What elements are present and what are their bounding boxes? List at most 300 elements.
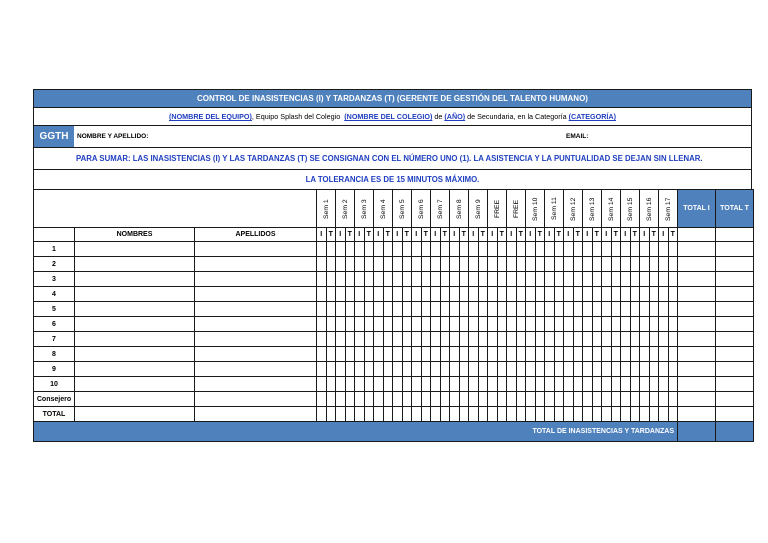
entry-cell[interactable] (497, 317, 507, 332)
entry-cell[interactable] (507, 287, 517, 302)
entry-cell[interactable] (507, 242, 517, 257)
entry-cell[interactable] (431, 377, 441, 392)
entry-cell[interactable] (345, 287, 355, 302)
entry-cell[interactable] (678, 392, 716, 407)
entry-cell[interactable] (630, 242, 640, 257)
name-cell[interactable] (75, 362, 195, 377)
entry-cell[interactable] (678, 332, 716, 347)
surname-cell[interactable] (195, 377, 317, 392)
entry-cell[interactable] (526, 317, 536, 332)
entry-cell[interactable] (716, 242, 754, 257)
entry-cell[interactable] (507, 377, 517, 392)
entry-cell[interactable] (535, 377, 545, 392)
entry-cell[interactable] (659, 257, 669, 272)
entry-cell[interactable] (412, 362, 422, 377)
entry-cell[interactable] (640, 392, 650, 407)
entry-cell[interactable] (355, 317, 365, 332)
entry-cell[interactable] (630, 272, 640, 287)
entry-cell[interactable] (716, 407, 754, 422)
entry-cell[interactable] (507, 302, 517, 317)
name-cell[interactable] (75, 257, 195, 272)
entry-cell[interactable] (459, 392, 469, 407)
entry-cell[interactable] (450, 302, 460, 317)
entry-cell[interactable] (383, 347, 393, 362)
entry-cell[interactable] (478, 302, 488, 317)
entry-cell[interactable] (516, 362, 526, 377)
entry-cell[interactable] (535, 302, 545, 317)
entry-cell[interactable] (326, 377, 336, 392)
entry-cell[interactable] (326, 407, 336, 422)
entry-cell[interactable] (659, 362, 669, 377)
entry-cell[interactable] (583, 347, 593, 362)
entry-cell[interactable] (478, 257, 488, 272)
entry-cell[interactable] (592, 272, 602, 287)
entry-cell[interactable] (317, 347, 327, 362)
entry-cell[interactable] (716, 272, 754, 287)
name-field-label[interactable]: NOMBRE Y APELLIDO: (77, 133, 149, 140)
entry-cell[interactable] (649, 302, 659, 317)
entry-cell[interactable] (526, 392, 536, 407)
entry-cell[interactable] (412, 257, 422, 272)
entry-cell[interactable] (554, 242, 564, 257)
entry-cell[interactable] (345, 392, 355, 407)
entry-cell[interactable] (611, 377, 621, 392)
entry-cell[interactable] (421, 332, 431, 347)
entry-cell[interactable] (573, 377, 583, 392)
surname-cell[interactable] (195, 242, 317, 257)
entry-cell[interactable] (678, 272, 716, 287)
entry-cell[interactable] (602, 272, 612, 287)
entry-cell[interactable] (326, 332, 336, 347)
entry-cell[interactable] (440, 377, 450, 392)
entry-cell[interactable] (421, 272, 431, 287)
entry-cell[interactable] (611, 362, 621, 377)
entry-cell[interactable] (421, 317, 431, 332)
entry-cell[interactable] (317, 362, 327, 377)
entry-cell[interactable] (583, 257, 593, 272)
entry-cell[interactable] (383, 287, 393, 302)
entry-cell[interactable] (497, 257, 507, 272)
entry-cell[interactable] (545, 407, 555, 422)
entry-cell[interactable] (573, 287, 583, 302)
entry-cell[interactable] (364, 407, 374, 422)
entry-cell[interactable] (659, 272, 669, 287)
entry-cell[interactable] (459, 317, 469, 332)
entry-cell[interactable] (583, 242, 593, 257)
entry-cell[interactable] (497, 272, 507, 287)
entry-cell[interactable] (345, 377, 355, 392)
surname-cell[interactable] (195, 287, 317, 302)
entry-cell[interactable] (421, 362, 431, 377)
entry-cell[interactable] (602, 242, 612, 257)
entry-cell[interactable] (440, 257, 450, 272)
entry-cell[interactable] (421, 347, 431, 362)
entry-cell[interactable] (526, 287, 536, 302)
entry-cell[interactable] (345, 362, 355, 377)
entry-cell[interactable] (592, 362, 602, 377)
entry-cell[interactable] (488, 272, 498, 287)
entry-cell[interactable] (516, 317, 526, 332)
entry-cell[interactable] (554, 257, 564, 272)
entry-cell[interactable] (326, 272, 336, 287)
entry-cell[interactable] (478, 377, 488, 392)
entry-cell[interactable] (497, 287, 507, 302)
entry-cell[interactable] (659, 347, 669, 362)
entry-cell[interactable] (630, 302, 640, 317)
entry-cell[interactable] (459, 362, 469, 377)
entry-cell[interactable] (402, 317, 412, 332)
entry-cell[interactable] (488, 332, 498, 347)
entry-cell[interactable] (630, 407, 640, 422)
entry-cell[interactable] (545, 242, 555, 257)
surname-cell[interactable] (195, 347, 317, 362)
entry-cell[interactable] (488, 362, 498, 377)
entry-cell[interactable] (545, 347, 555, 362)
entry-cell[interactable] (355, 272, 365, 287)
entry-cell[interactable] (564, 392, 574, 407)
entry-cell[interactable] (573, 392, 583, 407)
entry-cell[interactable] (526, 362, 536, 377)
entry-cell[interactable] (602, 347, 612, 362)
entry-cell[interactable] (364, 362, 374, 377)
entry-cell[interactable] (336, 332, 346, 347)
entry-cell[interactable] (545, 317, 555, 332)
entry-cell[interactable] (355, 242, 365, 257)
entry-cell[interactable] (602, 407, 612, 422)
entry-cell[interactable] (516, 257, 526, 272)
entry-cell[interactable] (621, 332, 631, 347)
entry-cell[interactable] (402, 287, 412, 302)
entry-cell[interactable] (431, 272, 441, 287)
entry-cell[interactable] (364, 377, 374, 392)
entry-cell[interactable] (317, 302, 327, 317)
entry-cell[interactable] (450, 332, 460, 347)
entry-cell[interactable] (592, 392, 602, 407)
entry-cell[interactable] (554, 392, 564, 407)
entry-cell[interactable] (374, 272, 384, 287)
entry-cell[interactable] (336, 362, 346, 377)
entry-cell[interactable] (488, 242, 498, 257)
entry-cell[interactable] (592, 377, 602, 392)
entry-cell[interactable] (545, 392, 555, 407)
entry-cell[interactable] (488, 347, 498, 362)
entry-cell[interactable] (630, 317, 640, 332)
entry-cell[interactable] (431, 257, 441, 272)
entry-cell[interactable] (421, 392, 431, 407)
entry-cell[interactable] (364, 347, 374, 362)
entry-cell[interactable] (469, 272, 479, 287)
entry-cell[interactable] (678, 242, 716, 257)
entry-cell[interactable] (640, 362, 650, 377)
entry-cell[interactable] (535, 317, 545, 332)
entry-cell[interactable] (469, 257, 479, 272)
entry-cell[interactable] (402, 407, 412, 422)
entry-cell[interactable] (564, 257, 574, 272)
entry-cell[interactable] (450, 272, 460, 287)
entry-cell[interactable] (602, 317, 612, 332)
team-name-placeholder[interactable]: (NOMBRE DEL EQUIPO) (168, 112, 252, 121)
entry-cell[interactable] (497, 242, 507, 257)
entry-cell[interactable] (583, 332, 593, 347)
entry-cell[interactable] (478, 272, 488, 287)
entry-cell[interactable] (450, 257, 460, 272)
entry-cell[interactable] (317, 257, 327, 272)
entry-cell[interactable] (554, 407, 564, 422)
entry-cell[interactable] (488, 392, 498, 407)
entry-cell[interactable] (535, 242, 545, 257)
entry-cell[interactable] (336, 242, 346, 257)
entry-cell[interactable] (317, 407, 327, 422)
entry-cell[interactable] (412, 332, 422, 347)
entry-cell[interactable] (516, 272, 526, 287)
entry-cell[interactable] (516, 347, 526, 362)
entry-cell[interactable] (583, 317, 593, 332)
entry-cell[interactable] (611, 332, 621, 347)
entry-cell[interactable] (526, 377, 536, 392)
entry-cell[interactable] (431, 242, 441, 257)
entry-cell[interactable] (336, 317, 346, 332)
entry-cell[interactable] (507, 362, 517, 377)
entry-cell[interactable] (649, 242, 659, 257)
entry-cell[interactable] (592, 302, 602, 317)
entry-cell[interactable] (516, 302, 526, 317)
entry-cell[interactable] (402, 272, 412, 287)
surname-cell[interactable] (195, 362, 317, 377)
entry-cell[interactable] (602, 377, 612, 392)
entry-cell[interactable] (364, 392, 374, 407)
entry-cell[interactable] (668, 302, 678, 317)
entry-cell[interactable] (678, 362, 716, 377)
entry-cell[interactable] (374, 332, 384, 347)
entry-cell[interactable] (317, 332, 327, 347)
entry-cell[interactable] (535, 257, 545, 272)
entry-cell[interactable] (497, 407, 507, 422)
entry-cell[interactable] (678, 347, 716, 362)
entry-cell[interactable] (440, 362, 450, 377)
entry-cell[interactable] (469, 332, 479, 347)
entry-cell[interactable] (497, 377, 507, 392)
entry-cell[interactable] (535, 287, 545, 302)
entry-cell[interactable] (564, 317, 574, 332)
entry-cell[interactable] (421, 257, 431, 272)
entry-cell[interactable] (393, 272, 403, 287)
entry-cell[interactable] (421, 287, 431, 302)
entry-cell[interactable] (583, 362, 593, 377)
entry-cell[interactable] (450, 362, 460, 377)
entry-cell[interactable] (383, 242, 393, 257)
entry-cell[interactable] (649, 347, 659, 362)
entry-cell[interactable] (611, 317, 621, 332)
entry-cell[interactable] (431, 302, 441, 317)
entry-cell[interactable] (516, 407, 526, 422)
entry-cell[interactable] (497, 332, 507, 347)
entry-cell[interactable] (592, 332, 602, 347)
entry-cell[interactable] (383, 302, 393, 317)
entry-cell[interactable] (440, 347, 450, 362)
entry-cell[interactable] (630, 347, 640, 362)
entry-cell[interactable] (630, 377, 640, 392)
entry-cell[interactable] (421, 377, 431, 392)
entry-cell[interactable] (592, 317, 602, 332)
entry-cell[interactable] (659, 242, 669, 257)
entry-cell[interactable] (602, 257, 612, 272)
entry-cell[interactable] (383, 332, 393, 347)
name-cell[interactable] (75, 392, 195, 407)
entry-cell[interactable] (412, 377, 422, 392)
entry-cell[interactable] (516, 242, 526, 257)
entry-cell[interactable] (678, 407, 716, 422)
entry-cell[interactable] (459, 302, 469, 317)
entry-cell[interactable] (478, 287, 488, 302)
entry-cell[interactable] (554, 347, 564, 362)
entry-cell[interactable] (640, 287, 650, 302)
entry-cell[interactable] (374, 392, 384, 407)
entry-cell[interactable] (374, 242, 384, 257)
category-placeholder[interactable]: (CATEGORÍA) (568, 112, 617, 121)
entry-cell[interactable] (583, 302, 593, 317)
entry-cell[interactable] (640, 242, 650, 257)
entry-cell[interactable] (374, 347, 384, 362)
entry-cell[interactable] (345, 347, 355, 362)
entry-cell[interactable] (421, 242, 431, 257)
entry-cell[interactable] (355, 392, 365, 407)
entry-cell[interactable] (412, 272, 422, 287)
entry-cell[interactable] (459, 377, 469, 392)
entry-cell[interactable] (459, 287, 469, 302)
entry-cell[interactable] (469, 392, 479, 407)
entry-cell[interactable] (678, 302, 716, 317)
entry-cell[interactable] (545, 257, 555, 272)
entry-cell[interactable] (393, 317, 403, 332)
entry-cell[interactable] (516, 377, 526, 392)
entry-cell[interactable] (630, 287, 640, 302)
entry-cell[interactable] (478, 362, 488, 377)
entry-cell[interactable] (326, 287, 336, 302)
entry-cell[interactable] (326, 317, 336, 332)
entry-cell[interactable] (649, 392, 659, 407)
entry-cell[interactable] (583, 392, 593, 407)
entry-cell[interactable] (469, 317, 479, 332)
entry-cell[interactable] (554, 362, 564, 377)
entry-cell[interactable] (640, 272, 650, 287)
surname-cell[interactable] (195, 332, 317, 347)
entry-cell[interactable] (507, 272, 517, 287)
entry-cell[interactable] (602, 332, 612, 347)
entry-cell[interactable] (573, 272, 583, 287)
entry-cell[interactable] (630, 392, 640, 407)
entry-cell[interactable] (402, 257, 412, 272)
entry-cell[interactable] (450, 377, 460, 392)
entry-cell[interactable] (317, 242, 327, 257)
entry-cell[interactable] (621, 362, 631, 377)
name-cell[interactable] (75, 302, 195, 317)
entry-cell[interactable] (469, 287, 479, 302)
entry-cell[interactable] (355, 362, 365, 377)
entry-cell[interactable] (383, 272, 393, 287)
grand-total-cell[interactable] (678, 422, 716, 442)
entry-cell[interactable] (554, 287, 564, 302)
entry-cell[interactable] (402, 302, 412, 317)
entry-cell[interactable] (317, 272, 327, 287)
entry-cell[interactable] (649, 332, 659, 347)
entry-cell[interactable] (393, 332, 403, 347)
entry-cell[interactable] (374, 377, 384, 392)
entry-cell[interactable] (488, 407, 498, 422)
entry-cell[interactable] (564, 287, 574, 302)
entry-cell[interactable] (497, 302, 507, 317)
entry-cell[interactable] (621, 287, 631, 302)
entry-cell[interactable] (668, 332, 678, 347)
entry-cell[interactable] (545, 272, 555, 287)
surname-cell[interactable] (195, 392, 317, 407)
entry-cell[interactable] (611, 302, 621, 317)
entry-cell[interactable] (364, 332, 374, 347)
entry-cell[interactable] (649, 257, 659, 272)
entry-cell[interactable] (393, 347, 403, 362)
entry-cell[interactable] (564, 347, 574, 362)
entry-cell[interactable] (459, 257, 469, 272)
entry-cell[interactable] (621, 257, 631, 272)
entry-cell[interactable] (336, 287, 346, 302)
school-name-placeholder[interactable]: (NOMBRE DEL COLEGIO) (344, 112, 433, 121)
name-cell[interactable] (75, 347, 195, 362)
entry-cell[interactable] (450, 347, 460, 362)
entry-cell[interactable] (507, 257, 517, 272)
entry-cell[interactable] (564, 377, 574, 392)
entry-cell[interactable] (440, 317, 450, 332)
entry-cell[interactable] (516, 332, 526, 347)
entry-cell[interactable] (640, 317, 650, 332)
surname-cell[interactable] (195, 302, 317, 317)
entry-cell[interactable] (592, 347, 602, 362)
entry-cell[interactable] (526, 407, 536, 422)
entry-cell[interactable] (478, 407, 488, 422)
entry-cell[interactable] (364, 242, 374, 257)
entry-cell[interactable] (393, 302, 403, 317)
entry-cell[interactable] (678, 317, 716, 332)
name-cell[interactable] (75, 377, 195, 392)
entry-cell[interactable] (526, 332, 536, 347)
entry-cell[interactable] (393, 392, 403, 407)
entry-cell[interactable] (383, 362, 393, 377)
entry-cell[interactable] (535, 362, 545, 377)
entry-cell[interactable] (440, 392, 450, 407)
entry-cell[interactable] (592, 287, 602, 302)
entry-cell[interactable] (668, 407, 678, 422)
entry-cell[interactable] (507, 317, 517, 332)
entry-cell[interactable] (412, 242, 422, 257)
entry-cell[interactable] (716, 347, 754, 362)
entry-cell[interactable] (659, 392, 669, 407)
entry-cell[interactable] (611, 242, 621, 257)
entry-cell[interactable] (336, 257, 346, 272)
entry-cell[interactable] (469, 407, 479, 422)
name-cell[interactable] (75, 287, 195, 302)
entry-cell[interactable] (602, 287, 612, 302)
entry-cell[interactable] (716, 302, 754, 317)
entry-cell[interactable] (336, 272, 346, 287)
entry-cell[interactable] (412, 407, 422, 422)
name-cell[interactable] (75, 332, 195, 347)
entry-cell[interactable] (611, 257, 621, 272)
entry-cell[interactable] (497, 362, 507, 377)
entry-cell[interactable] (440, 287, 450, 302)
entry-cell[interactable] (469, 242, 479, 257)
entry-cell[interactable] (678, 377, 716, 392)
entry-cell[interactable] (326, 347, 336, 362)
entry-cell[interactable] (573, 347, 583, 362)
email-field-label[interactable]: EMAIL: (566, 133, 589, 140)
